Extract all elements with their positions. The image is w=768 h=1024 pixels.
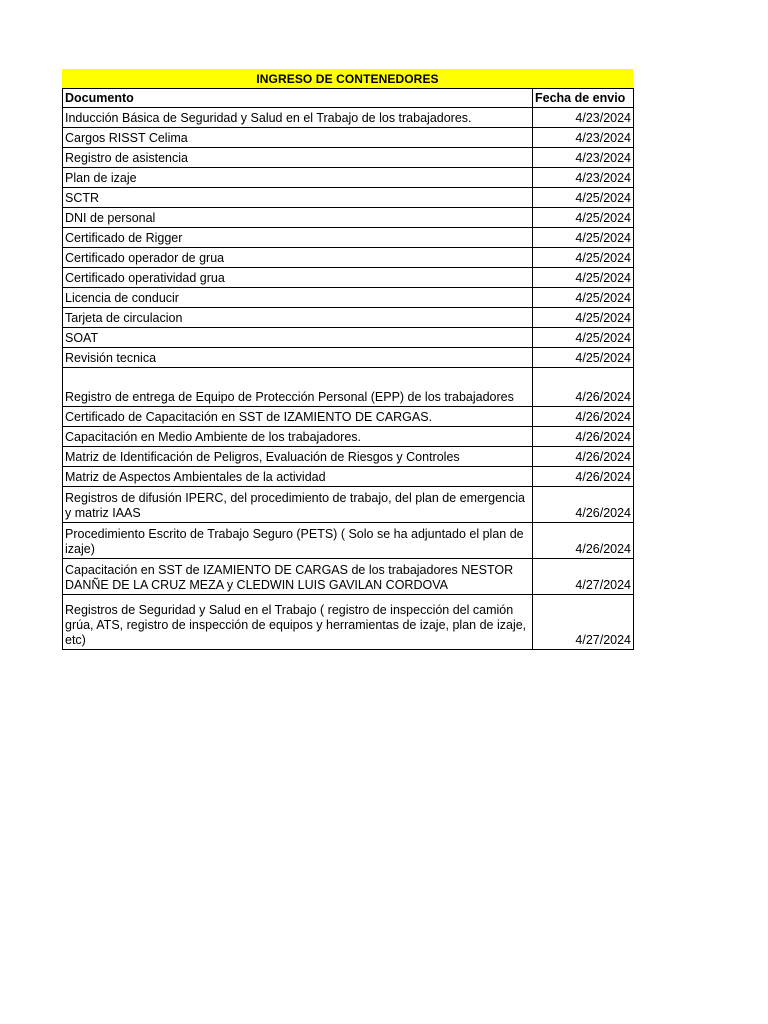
table-row xyxy=(63,148,634,168)
table-row xyxy=(63,108,634,128)
document-cell: Revisión tecnica xyxy=(63,348,533,368)
date-cell: 4/23/2024 xyxy=(533,148,634,168)
date-cell: 4/26/2024 xyxy=(533,523,634,559)
document-cell: SOAT xyxy=(63,328,533,348)
document-cell: Matriz de Identificación de Peligros, Evaluación de Riesgos y Controles xyxy=(63,447,533,467)
date-cell: 4/26/2024 xyxy=(533,407,634,427)
document-cell: Tarjeta de circulacion xyxy=(63,308,533,328)
document-cell: Cargos RISST Celima xyxy=(63,128,533,148)
document-cell: Registros de Seguridad y Salud en el Trabajo ( registro de inspección del camión grúa, ATS, registro de inspección de equipos y herramientas de izaje, plan de izaje, etc) xyxy=(63,595,533,650)
document-cell: Capacitación en SST de IZAMIENTO DE CARGAS de los trabajadores NESTOR DANÑE DE LA CRUZ MEZA y CLEDWIN LUIS GAVILAN CORDOVA xyxy=(63,559,533,595)
document-cell: Certificado de Capacitación en SST de IZAMIENTO DE CARGAS. xyxy=(63,407,533,427)
date-cell: 4/23/2024 xyxy=(533,108,634,128)
document-cell: DNI de personal xyxy=(63,208,533,228)
document-cell: Licencia de conducir xyxy=(63,288,533,308)
table-row xyxy=(63,407,634,427)
date-cell: 4/25/2024 xyxy=(533,308,634,328)
table-row xyxy=(63,208,634,228)
date-cell: 4/27/2024 xyxy=(533,559,634,595)
date-cell: 4/25/2024 xyxy=(533,228,634,248)
table-row xyxy=(63,523,634,559)
table-row xyxy=(63,128,634,148)
date-cell: 4/25/2024 xyxy=(533,208,634,228)
document-cell: Registro de asistencia xyxy=(63,148,533,168)
table-row xyxy=(63,447,634,467)
date-cell: 4/25/2024 xyxy=(533,268,634,288)
date-cell: 4/25/2024 xyxy=(533,248,634,268)
column-header-document: Documento xyxy=(63,89,533,108)
sheet-title: INGRESO DE CONTENEDORES xyxy=(62,69,633,88)
document-cell: Matriz de Aspectos Ambientales de la actividad xyxy=(63,467,533,487)
date-cell: 4/26/2024 xyxy=(533,467,634,487)
date-cell: 4/23/2024 xyxy=(533,168,634,188)
table-row xyxy=(63,308,634,328)
document-cell: Certificado de Rigger xyxy=(63,228,533,248)
table-row xyxy=(63,559,634,595)
date-cell: 4/25/2024 xyxy=(533,328,634,348)
table-row xyxy=(63,168,634,188)
table-row xyxy=(63,268,634,288)
date-cell: 4/26/2024 xyxy=(533,427,634,447)
table-row xyxy=(63,487,634,523)
table-row xyxy=(63,467,634,487)
table-row xyxy=(63,288,634,308)
table-row xyxy=(63,248,634,268)
table-row xyxy=(63,328,634,348)
date-cell: 4/23/2024 xyxy=(533,128,634,148)
document-cell: Certificado operador de grua xyxy=(63,248,533,268)
table-row xyxy=(63,188,634,208)
date-cell: 4/26/2024 xyxy=(533,487,634,523)
document-cell: Capacitación en Medio Ambiente de los trabajadores. xyxy=(63,427,533,447)
table-row xyxy=(63,595,634,650)
table-row xyxy=(63,427,634,447)
header-row xyxy=(63,89,634,108)
date-cell: 4/27/2024 xyxy=(533,595,634,650)
date-cell: 4/25/2024 xyxy=(533,348,634,368)
documents-table xyxy=(62,88,634,650)
spreadsheet xyxy=(62,69,633,650)
date-cell: 4/26/2024 xyxy=(533,368,634,407)
table-row xyxy=(63,228,634,248)
column-header-date: Fecha de envio xyxy=(533,89,634,108)
document-cell: Certificado operatividad grua xyxy=(63,268,533,288)
date-cell: 4/25/2024 xyxy=(533,188,634,208)
document-cell: SCTR xyxy=(63,188,533,208)
table-row xyxy=(63,368,634,407)
document-cell: Plan de izaje xyxy=(63,168,533,188)
table-row xyxy=(63,348,634,368)
document-cell: Inducción Básica de Seguridad y Salud en el Trabajo de los trabajadores. xyxy=(63,108,533,128)
document-cell: Procedimiento Escrito de Trabajo Seguro (PETS) ( Solo se ha adjuntado el plan de izaje) xyxy=(63,523,533,559)
date-cell: 4/25/2024 xyxy=(533,288,634,308)
document-cell: Registro de entrega de Equipo de Protección Personal (EPP) de los trabajadores xyxy=(63,368,533,407)
document-cell: Registros de difusión IPERC, del procedimiento de trabajo, del plan de emergencia y matriz IAAS xyxy=(63,487,533,523)
date-cell: 4/26/2024 xyxy=(533,447,634,467)
